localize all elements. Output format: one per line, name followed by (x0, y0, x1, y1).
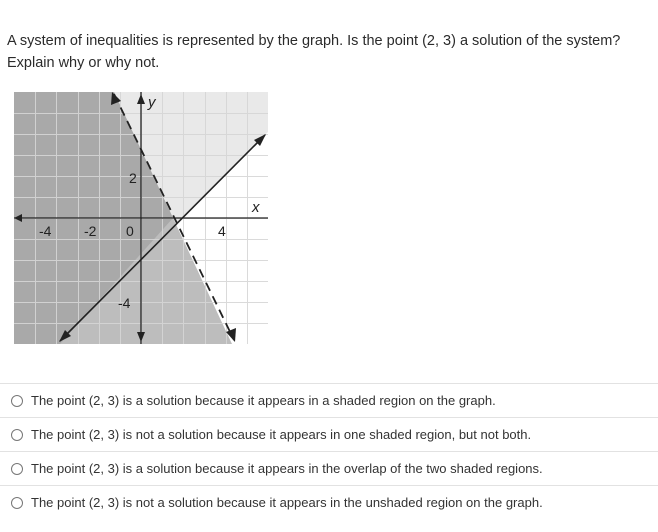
tick-label-x-4: 4 (218, 223, 226, 239)
choice-label-4: The point (2, 3) is not a solution because it appears in the unshaded region on the graph. (31, 495, 543, 510)
choice-label-3: The point (2, 3) is a solution because it appears in the overlap of the two shaded regions. (31, 461, 543, 476)
choice-option-3[interactable] (0, 451, 658, 485)
radio-button-3[interactable] (11, 463, 23, 475)
choice-option-1[interactable] (0, 383, 658, 417)
choice-option-2[interactable] (0, 417, 658, 451)
tick-label-origin: 0 (126, 223, 134, 239)
question-text: A system of inequalities is represented by the graph. Is the point (2, 3) a solution of the system? Explain why or why not. (7, 33, 621, 71)
choice-label-1: The point (2, 3) is a solution because it appears in a shaded region on the graph. (31, 393, 496, 408)
choice-label-2: The point (2, 3) is not a solution because it appears in one shaded region, but not both. (31, 427, 532, 442)
tick-label-x-neg4: -4 (39, 223, 52, 239)
tick-label-y-neg4: -4 (118, 295, 131, 311)
radio-button-1[interactable] (11, 395, 23, 407)
choice-option-4[interactable] (0, 485, 658, 519)
y-axis-label: y (148, 94, 156, 111)
radio-button-2[interactable] (11, 429, 23, 441)
tick-label-x-neg2: -2 (84, 223, 97, 239)
tick-label-y-2: 2 (129, 170, 137, 186)
inequality-graph (14, 92, 268, 344)
x-axis-label: x (252, 199, 260, 216)
answer-choices (0, 383, 658, 519)
radio-button-4[interactable] (11, 497, 23, 509)
